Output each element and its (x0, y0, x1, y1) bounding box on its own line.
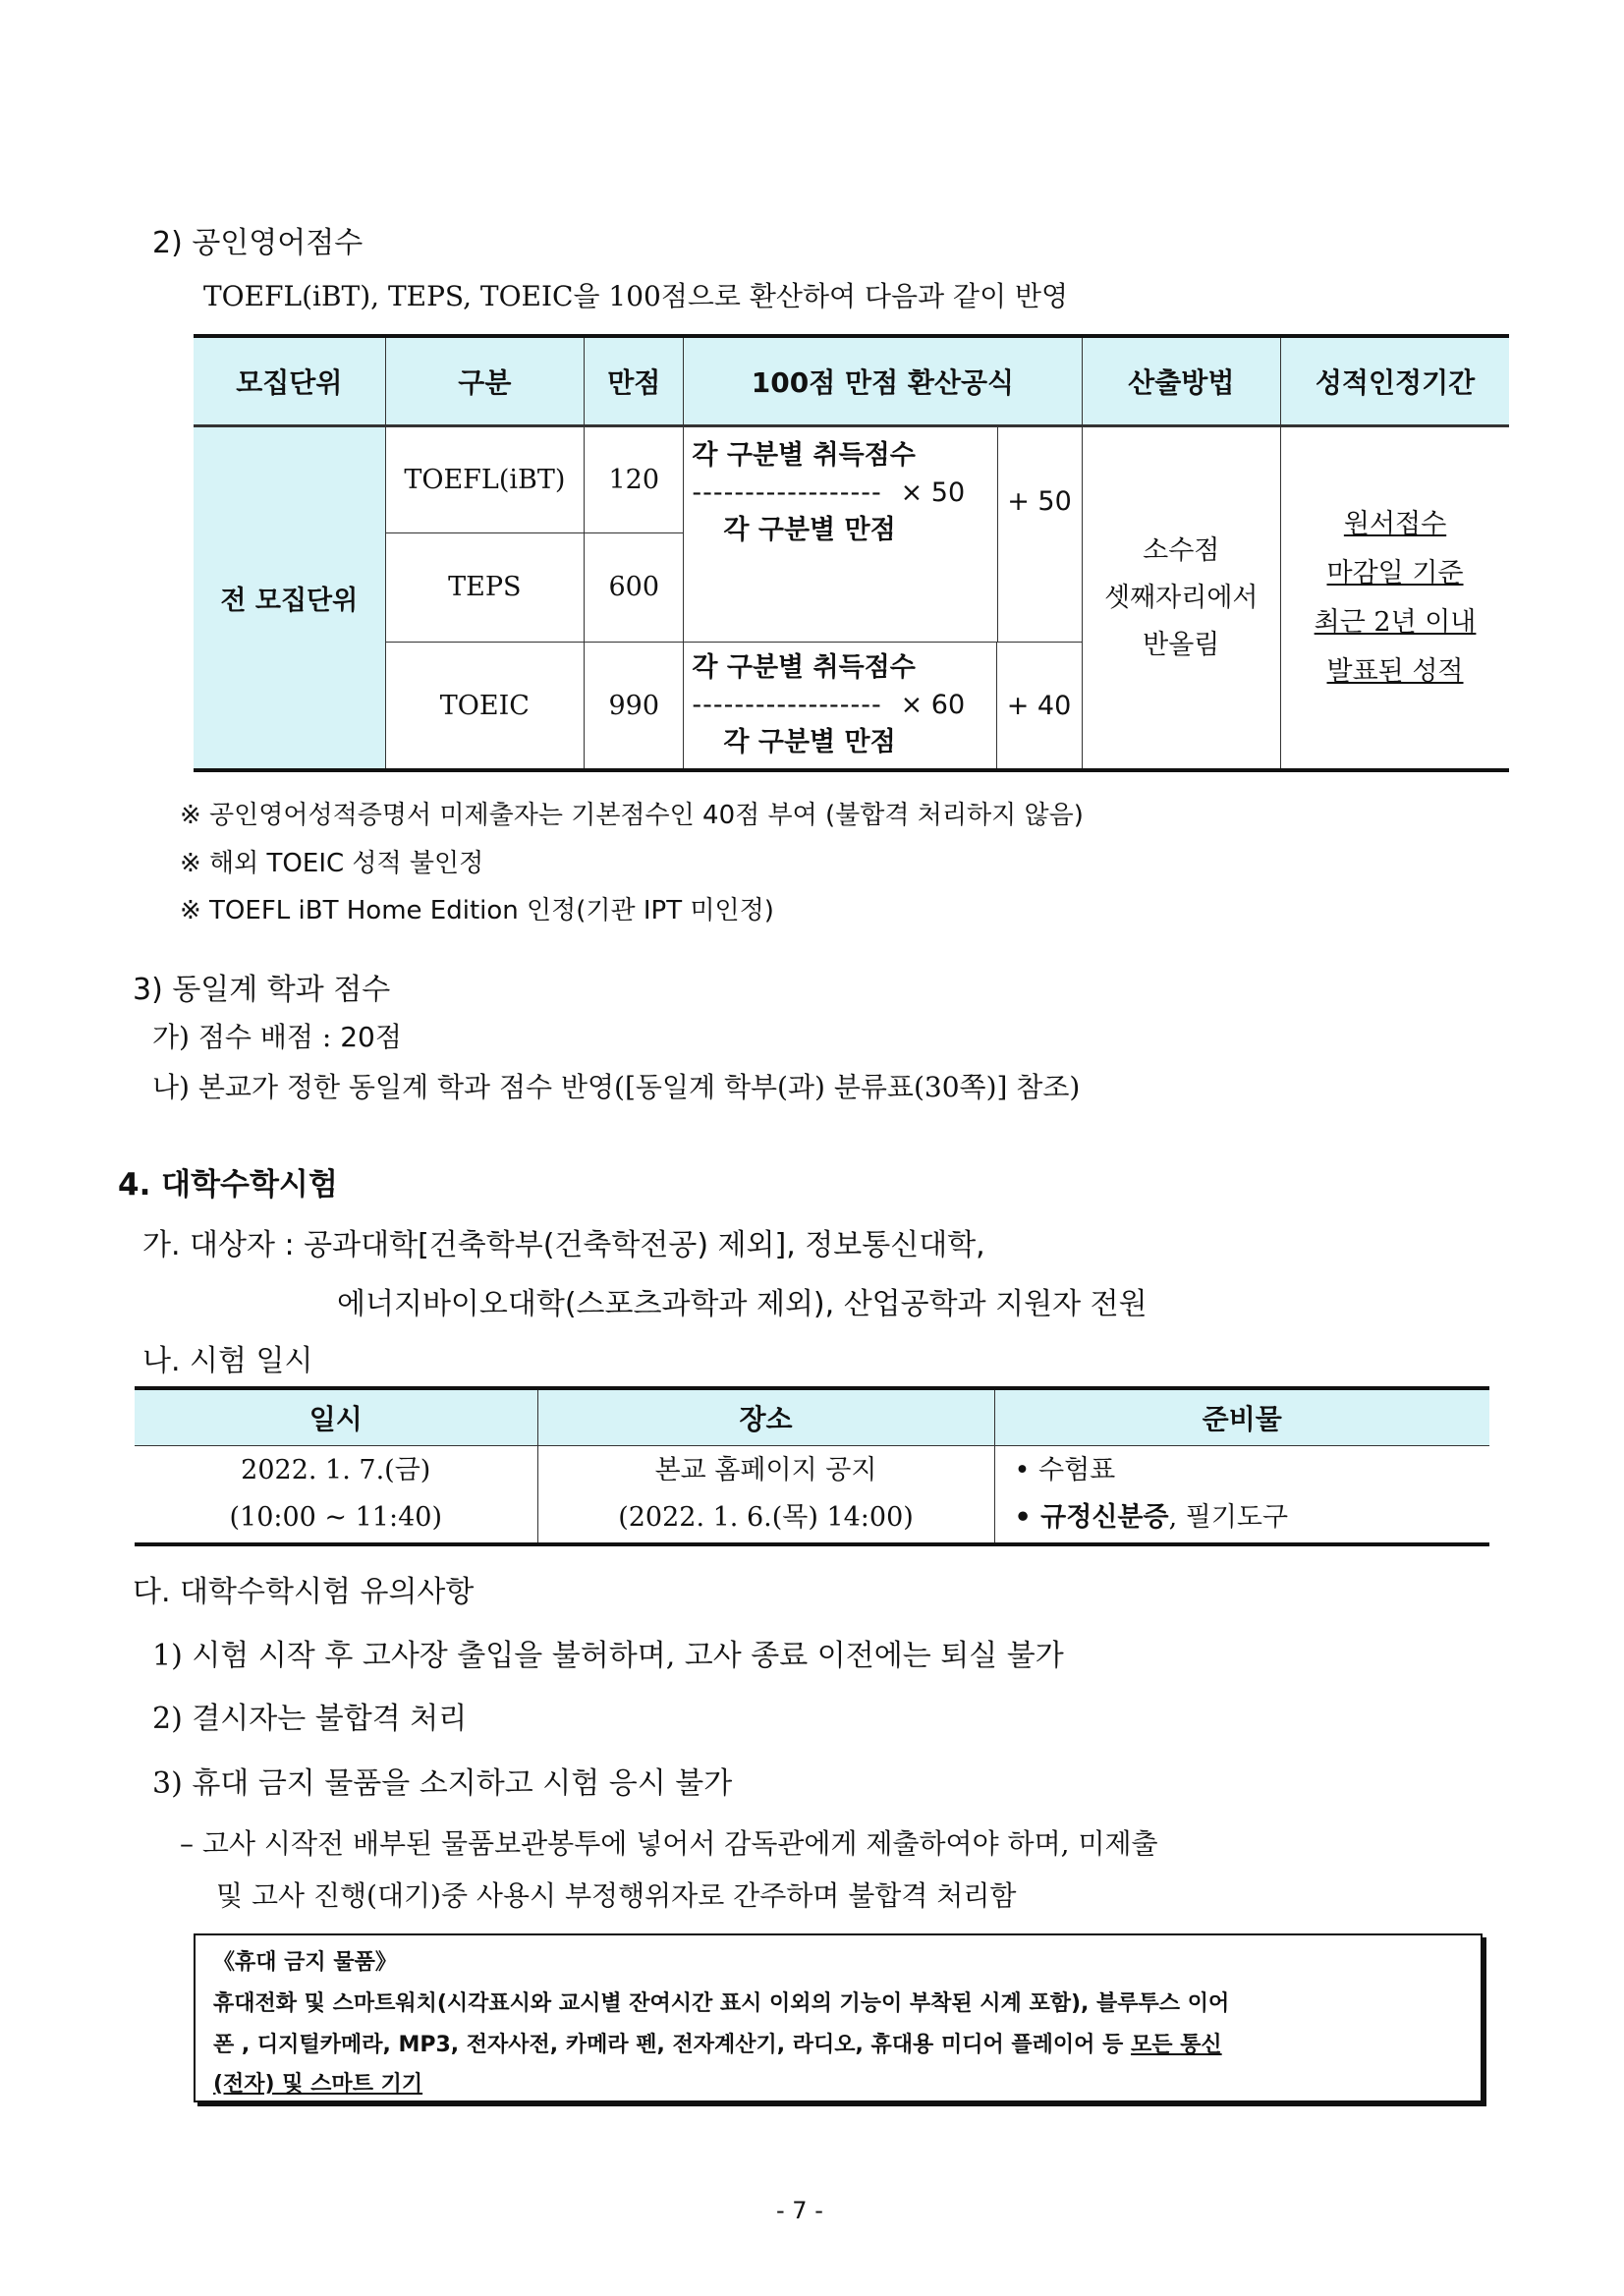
caution-detail: – 고사 시작전 배부된 물품보관봉투에 넣어서 감독관에게 제출하여야 하며, 미제출 (180, 1827, 1158, 1860)
subsection-title: 나. 시험 일시 (142, 1344, 313, 1378)
period-cell (1281, 426, 1509, 771)
header-cell: 구분 (385, 336, 585, 426)
page-number: - 7 - (776, 2197, 823, 2224)
item-bold: • 규정신분증 (1014, 1502, 1169, 1533)
section-title: 2) 공인영어점수 (152, 226, 364, 260)
note-line: ※ TOEFL iBT Home Edition 인정(기관 IPT 미인정) (180, 896, 774, 925)
target-line: 에너지바이오대학(스포츠과학과 제외), 산업공학과 지원자 전원 (337, 1287, 1148, 1321)
header-cell: 만점 (585, 336, 684, 426)
score-allocation-label: 가) 점수 배점 : (152, 1021, 341, 1053)
formula-numerator: 각 구분별 취득점수 (692, 652, 916, 683)
section-heading: 4. 대학수학시험 (118, 1167, 338, 1203)
place-cell (537, 1446, 994, 1545)
type-cell: TOEFL(iBT) (385, 426, 585, 533)
box-line-text: 폰 , 디지털카메라, MP3, 전자사전, 카메라 펜, 전자계산기, 라디오, 휴대용 미디어 플레이어 등 (213, 2033, 1131, 2057)
prohibited-items-box (194, 1933, 1483, 2102)
header-cell: 모집단위 (194, 336, 385, 426)
header-cell: 준비물 (994, 1388, 1489, 1446)
caution-item: 3) 휴대 금지 물품을 소지하고 시험 응시 불가 (152, 1766, 733, 1801)
formula-cell (684, 643, 1082, 771)
announce-line: (2022. 1. 6.(목) 14:00) (618, 1502, 914, 1533)
header-cell: 일시 (135, 1388, 537, 1446)
items-cell (994, 1446, 1489, 1545)
unit-cell: 전 모집단위 (194, 426, 385, 771)
header-cell: 산출방법 (1082, 336, 1281, 426)
box-line-emphasis: (전자) 및 스마트 기기 (213, 2072, 423, 2097)
target-line: 가. 대상자 : 공과대학[건축학부(건축학전공) 제외], 정보통신대학, (142, 1228, 985, 1262)
formula-multiplier: × 60 (900, 690, 966, 720)
score-allocation (152, 1016, 402, 1055)
date-cell (135, 1446, 537, 1545)
max-cell: 990 (585, 643, 684, 771)
formula-multiplier: × 50 (900, 477, 966, 508)
period-line: 발표된 성적 (1326, 655, 1464, 687)
note-line: ※ 해외 TOEIC 성적 불인정 (180, 849, 484, 878)
method-cell (1082, 426, 1281, 771)
item-rest: , 필기도구 (1168, 1502, 1289, 1533)
formula-add: + 50 (997, 427, 1082, 642)
method-line: 소수점 (1143, 534, 1220, 566)
formula-add: + 40 (996, 643, 1082, 768)
box-line-emphasis: 모든 통신 (1130, 2033, 1222, 2057)
caution-detail: 및 고사 진행(대기)중 사용시 부정행위자로 간주하며 불합격 처리함 (216, 1879, 1017, 1912)
note-line: ※ 공인영어성적증명서 미제출자는 기본점수인 40점 부여 (불합격 처리하지 않음) (180, 801, 1084, 830)
place-line: 본교 홈페이지 공지 (654, 1455, 877, 1485)
item-line: • 수험표 (1014, 1455, 1116, 1485)
formula-denominator: 각 구분별 만점 (723, 515, 896, 545)
section-title: 3) 동일계 학과 점수 (133, 973, 391, 1007)
type-cell: TEPS (385, 532, 585, 642)
exam-schedule-table (135, 1386, 1489, 1546)
box-title: 《휴대 금지 물품》 (213, 1950, 397, 1975)
max-cell: 600 (585, 532, 684, 642)
type-cell: TOEIC (385, 643, 585, 771)
item-line (1015, 1494, 1490, 1541)
period-line: 최근 2년 이내 (1314, 606, 1477, 638)
formula-denominator: 각 구분별 만점 (723, 727, 896, 757)
method-line: 셋째자리에서 (1104, 582, 1259, 613)
period-line: 마감일 기준 (1326, 557, 1464, 588)
method-line: 반올림 (1143, 629, 1220, 660)
formula-fraction (692, 437, 965, 549)
table-row (135, 1446, 1489, 1545)
box-line: 휴대전화 및 스마트워치(시각표시와 교시별 잔여시간 표시 이외의 기능이 부착된 시계 포함), 블루투스 이어 (213, 1991, 1230, 2016)
subsection-title: 다. 대학수학시험 유의사항 (133, 1575, 475, 1609)
formula-fraction (692, 649, 965, 761)
box-line (213, 2028, 1222, 2058)
period-line: 원서접수 (1343, 508, 1447, 539)
score-allocation-value: 20점 (340, 1021, 402, 1053)
header-cell: 100점 만점 환산공식 (684, 336, 1082, 426)
english-score-table (194, 334, 1509, 772)
table-row (194, 426, 1509, 533)
formula-cell (684, 426, 1082, 643)
caution-item: 2) 결시자는 불합격 처리 (152, 1702, 468, 1736)
section-intro: TOEFL(iBT), TEPS, TOEIC을 100점으로 환산하여 다음과 같이 반영 (203, 280, 1069, 312)
formula-divider: ------------------ (692, 477, 882, 508)
score-reference: 나) 본교가 정한 동일계 학과 점수 반영([동일계 학부(과) 분류표(30쪽)] 참조) (152, 1071, 1081, 1103)
formula-divider: ------------------ (692, 690, 882, 720)
max-cell: 120 (585, 426, 684, 533)
table-header-row (194, 336, 1509, 426)
table-header-row (135, 1388, 1489, 1446)
formula-numerator: 각 구분별 취득점수 (692, 440, 916, 471)
header-cell: 성적인정기간 (1281, 336, 1509, 426)
date-line: 2022. 1. 7.(금) (241, 1455, 431, 1485)
header-cell: 장소 (537, 1388, 994, 1446)
caution-item: 1) 시험 시작 후 고사장 출입을 불허하며, 고사 종료 이전에는 퇴실 불가 (152, 1639, 1064, 1673)
time-line: (10:00 ~ 11:40) (229, 1502, 442, 1533)
